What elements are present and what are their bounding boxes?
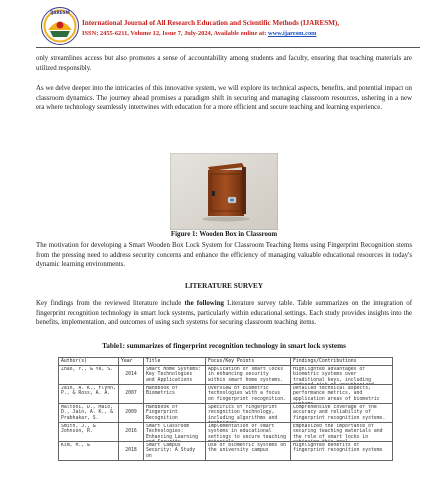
cell-title-text: Handbook of Biometrics <box>146 385 178 397</box>
journal-header <box>0 0 448 52</box>
cell-findings <box>291 366 393 385</box>
cell-focus <box>206 404 291 423</box>
header-title: Title <box>144 358 206 366</box>
table-row <box>59 385 393 404</box>
header-year: Year <box>119 358 144 366</box>
intro-paragraph-explore: As we delve deeper into the intricacies of this innovative system, we will explore its technical aspects, benefits, and potential impact on classroom dynamics. The journey ahead promises a paradigm shift in securing and managing classroom resources, ushering in a new era where technology seamlessly intertwines with education for a more efficient and secure teaching and learning experience. <box>36 85 412 112</box>
cell-author-text: Smith, J., & Johnson, R. <box>61 423 96 435</box>
cell-year: 2009 <box>119 404 144 423</box>
cell-focus <box>206 442 291 461</box>
journal-url-link[interactable]: www.ijaresm.com <box>267 30 317 37</box>
motivation-paragraph: The motivation for developing a Smart Wooden Box Lock System for Classroom Teaching Items using Fingerprint Recognition stems from the pressing need to address security concerns and enhance the efficiency of managing valuable educational resources in today's dynamic learning environments. <box>36 242 412 269</box>
cell-focus <box>206 423 291 442</box>
header-findings: Findings/Contributions <box>291 358 393 366</box>
cell-focus-text: Application of smart locks in enhancing security within smart home systems. <box>208 366 284 383</box>
header-divider <box>36 47 420 48</box>
cell-author <box>59 366 119 385</box>
table-caption: Table1: summarizes of fingerprint recognition technology in smart lock systems <box>102 342 346 350</box>
cell-author <box>59 423 119 442</box>
cell-year: 2007 <box>119 385 144 404</box>
cell-title-text: Smart Home Systems: Key Technologies and Applications <box>146 366 201 383</box>
cell-author <box>59 385 119 404</box>
header-focus: Focus/Key Points <box>206 358 291 366</box>
journal-logo-icon <box>40 6 80 46</box>
cell-focus-text: Specifics of fingerprint recognition technology, including algorithms and <box>208 404 278 421</box>
section-heading-literature-survey: LITERATURE SURVEY <box>184 282 264 290</box>
cell-focus <box>206 366 291 385</box>
key-findings-bold-text: the following <box>184 300 224 307</box>
journal-title: International Journal of All Research Education and Scientific Methods (IJARESM), <box>82 19 339 27</box>
cell-author-text: Maltoni, D., Maio, D., Jain, A. K., & Prabhakar, S. <box>61 404 113 421</box>
cell-title <box>144 404 206 423</box>
cell-focus-text: Implementation of smart systems in educational settings to secure teaching <box>208 423 286 440</box>
cell-focus-text: Overview of biometric technologies with a focus on fingerprint recognition. <box>208 385 286 402</box>
cell-author-text: Jain, A. K., Flynn, P., & Ross, A. A. <box>61 385 116 397</box>
key-findings-text-start: Key findings from the reviewed literature include <box>36 300 185 307</box>
cell-author-text: Zhao, Y., & Ye, S. <box>61 366 113 372</box>
wooden-box-photo <box>170 153 278 230</box>
cell-author-text: Kim, H., & <box>61 442 90 448</box>
cell-findings <box>291 404 393 423</box>
cell-focus-text: Use of biometric systems on the university campus <box>208 442 286 454</box>
key-findings-paragraph <box>36 299 412 328</box>
table-row <box>59 404 393 423</box>
cell-title <box>144 366 206 385</box>
journal-issue-line <box>82 30 316 37</box>
cell-title <box>144 423 206 442</box>
cell-findings <box>291 385 393 404</box>
page-bottom-edge <box>0 484 448 491</box>
cell-findings <box>291 442 393 461</box>
figure-caption: Figure 1: Wooden Box in Classroom <box>170 231 278 238</box>
cell-findings-text: Emphasized the importance of securing teaching materials and the role of smart locks in <box>293 423 383 440</box>
cell-title-text: Smart Campus Security: A Study on <box>146 442 196 459</box>
table-row <box>59 442 393 461</box>
table-row <box>59 423 393 442</box>
cell-findings-text: Highlighted advantages of biometric systems over traditional keys, including <box>293 366 371 383</box>
literature-survey-table <box>58 357 393 461</box>
cell-author <box>59 404 119 423</box>
cell-findings-text: Detailed technical aspects, performance metrics, and application areas of biometric <box>293 385 380 402</box>
table-header-row <box>59 358 393 366</box>
cell-year: 2014 <box>119 366 144 385</box>
cell-title-text: Handbook of Fingerprint Recognition <box>146 404 178 421</box>
svg-text:IJARESM: IJARESM <box>50 10 70 15</box>
cell-title <box>144 442 206 461</box>
cell-title-text: Smart Classroom Technologies: Enhancing Learning <box>146 423 198 440</box>
cell-author <box>59 442 119 461</box>
cell-year: 2016 <box>119 423 144 442</box>
table-row <box>59 366 393 385</box>
cell-focus <box>206 385 291 404</box>
cell-title <box>144 385 206 404</box>
intro-paragraph-continuation: only streamlines access but also promotes a sense of accountability among students and faculty, ensuring that teaching materials are utilized responsibly. <box>36 55 412 72</box>
cell-findings-text: Comprehensive coverage of the accuracy and reliability of fingerprint recognition systems. <box>293 404 386 421</box>
cell-year: 2018 <box>119 442 144 461</box>
cell-findings-text: Highlighted benefits of fingerprint recognition systems <box>293 442 383 454</box>
key-findings-text-end: Literature survey table. Table summarizes on the integration of fingerprint recognition technology in smart lock systems, particularly within educational settings. Each study provides insights into the benefits, implementation, and outcomes of using such systems for securing classroom teaching items. <box>36 300 413 327</box>
issue-info: ISSN: 2455-6211, Volume 12, Issue 7, July-2024, Available online at: <box>82 30 268 37</box>
cell-findings <box>291 423 393 442</box>
header-author: Author(s) <box>59 358 119 366</box>
